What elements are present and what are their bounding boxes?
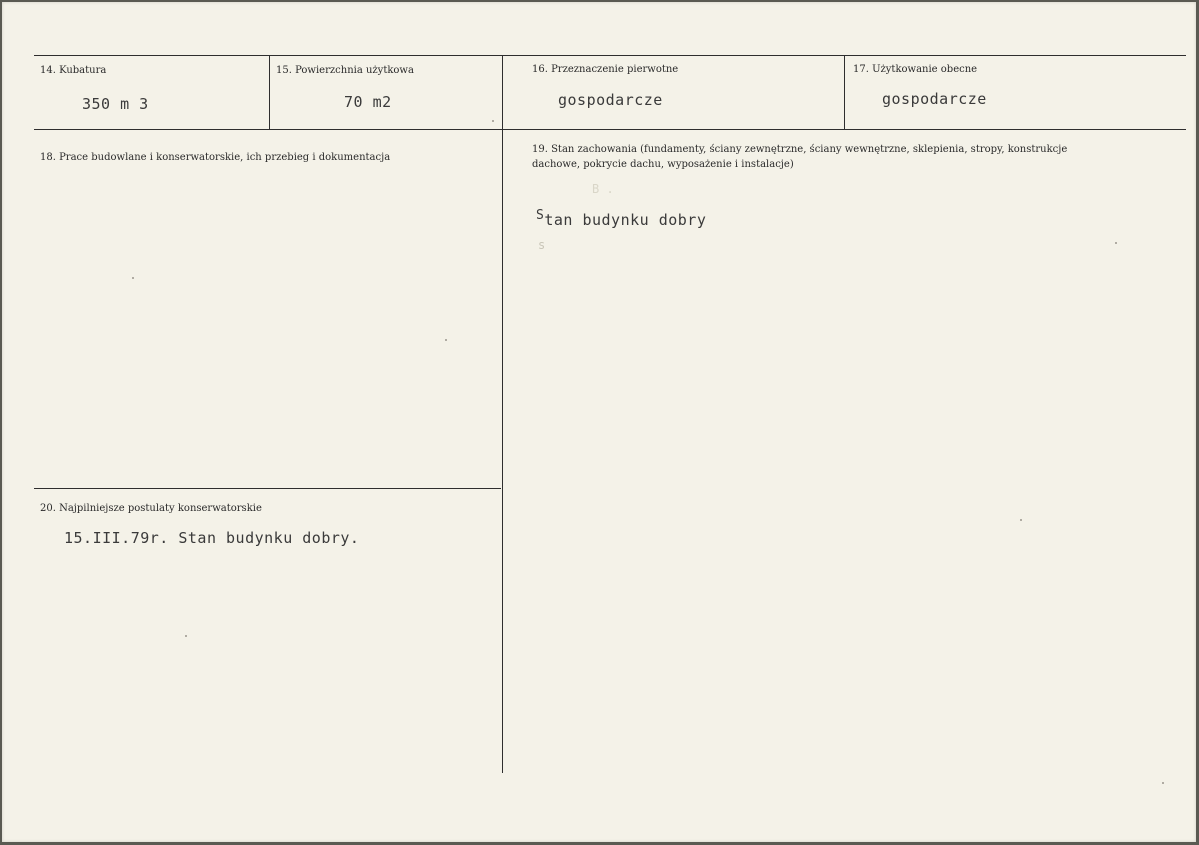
powierzchnia-label: 15. Powierzchnia użytkowa bbox=[276, 65, 414, 76]
stan-value-initial: S bbox=[536, 208, 545, 223]
paper-speck bbox=[1115, 242, 1117, 244]
faint-mark: s bbox=[538, 238, 546, 252]
top-rule bbox=[34, 55, 1186, 56]
uzytkowanie-label: 17. Użytkowanie obecne bbox=[853, 64, 978, 75]
divider-15-16 bbox=[502, 55, 503, 773]
stan-value-rest: tan budynku dobry bbox=[544, 211, 707, 229]
postulaty-label: 20. Najpilniejsze postulaty konserwatorskie bbox=[40, 503, 262, 514]
kubatura-label: 14. Kubatura bbox=[40, 65, 107, 76]
prace-label: 18. Prace budowlane i konserwatorskie, ich przebieg i dokumentacja bbox=[40, 152, 391, 163]
divider-16-17 bbox=[844, 55, 845, 130]
header-row-bottom-rule bbox=[34, 129, 1186, 130]
paper-speck bbox=[445, 339, 447, 341]
kubatura-value: 350 m 3 bbox=[82, 95, 149, 113]
stan-value bbox=[536, 208, 707, 229]
paper-speck bbox=[1020, 519, 1022, 521]
inventory-card bbox=[2, 2, 1196, 842]
paper-speck bbox=[1162, 782, 1164, 784]
faint-ghost-text: B . bbox=[592, 182, 614, 196]
uzytkowanie-value: gospodarcze bbox=[882, 90, 987, 108]
przeznaczenie-value: gospodarcze bbox=[558, 91, 663, 109]
stan-label: 19. Stan zachowania (fundamenty, ściany zewnętrzne, ściany wewnętrzne, sklepienia, stropy, konstrukcje dachowe, pokrycie dachu, wyposażenie i instalacje) bbox=[532, 144, 1068, 170]
divider-14-15 bbox=[269, 55, 270, 130]
section-18-bottom-rule bbox=[34, 488, 501, 489]
postulaty-value: 15.III.79r. Stan budynku dobry. bbox=[64, 529, 360, 547]
paper-speck bbox=[132, 277, 134, 279]
przeznaczenie-label: 16. Przeznaczenie pierwotne bbox=[532, 64, 679, 75]
paper-speck bbox=[492, 120, 494, 122]
powierzchnia-value: 70 m2 bbox=[344, 93, 392, 111]
paper-speck bbox=[185, 635, 187, 637]
